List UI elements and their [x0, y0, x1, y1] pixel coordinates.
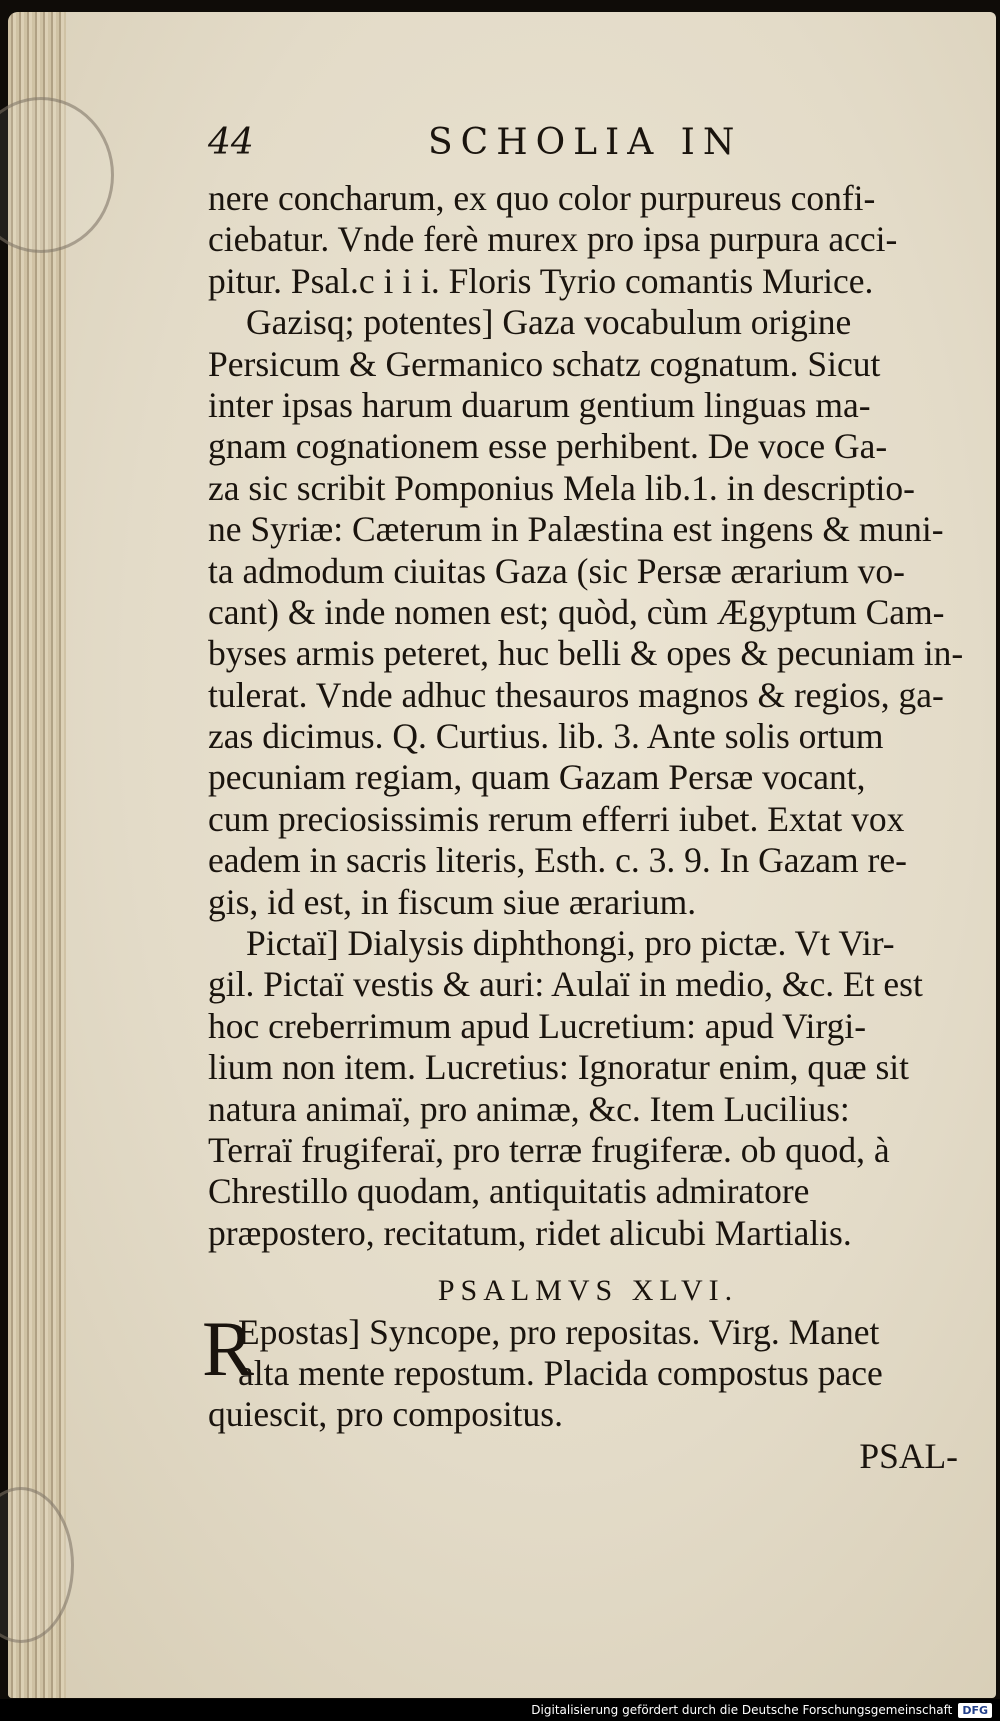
text-line: cant) & inde nomen est; quòd, cùm Ægyptum Cam- [208, 591, 945, 632]
psalm-line: Epostas] Syncope, pro repositas. Virg. Manet [238, 1311, 880, 1352]
text-line: Gazisq; potentes] Gaza vocabulum origine [246, 302, 852, 343]
text-line: gil. Pictaï vestis & auri: Aulaï in medio, &c. Et est [208, 964, 923, 1005]
clasp-top [0, 97, 114, 253]
text-line: nere concharum, ex quo color purpureus confi- [208, 178, 876, 218]
digitization-footer [0, 1699, 1000, 1721]
page-edges [8, 12, 66, 1698]
psalm-line: quiescit, pro compositus. [208, 1394, 563, 1435]
text-line: pitur. Psal.c i i i. Floris Tyrio comantis Murice. [208, 260, 874, 301]
catchword: PSAL- [859, 1435, 958, 1476]
text-line: byses armis peteret, huc belli & opes & pecuniam in- [208, 633, 964, 674]
text-line: inter ipsas harum duarum gentium linguas ma- [208, 384, 871, 425]
text-line: cum preciosissimis rerum efferri iubet. Extat vox [208, 798, 905, 839]
text-line: za sic scribit Pomponius Mela lib.1. in descriptio- [208, 467, 915, 508]
text-line: præpostero, recitatum, ridet alicubi Martialis. [208, 1212, 852, 1253]
psalm-line: alta mente repostum. Placida compostus pace [238, 1352, 883, 1393]
text-line: tulerat. Vnde adhuc thesauros magnos & regios, ga- [208, 674, 944, 715]
text-column [202, 122, 968, 1477]
section-heading: PSALMVS XLVI. [437, 1274, 739, 1308]
text-line: gnam cognationem esse perhibent. De voce Ga- [208, 426, 888, 467]
text-line: Terraï frugiferaï, pro terræ frugiferæ. ob quod, à [208, 1129, 890, 1170]
text-line: pecuniam regiam, quam Gazam Persæ vocant, [208, 757, 866, 798]
book-page [8, 12, 996, 1698]
footer-credit: Digitalisierung gefördert durch die Deutsche Forschungsgemeinschaft [531, 1703, 953, 1717]
text-line: natura animaï, pro animæ, &c. Item Lucilius: [208, 1088, 850, 1129]
text-line: hoc creberrimum apud Lucretium: apud Virgi- [208, 1005, 867, 1046]
dfg-logo: DFG [958, 1703, 992, 1718]
text-line: eadem in sacris literis, Esth. c. 3. 9. In Gazam re- [208, 840, 907, 881]
text-line: Pictaï] Dialysis diphthongi, pro pictæ. Vt Vir- [246, 923, 895, 964]
psalm-entry [202, 1304, 968, 1478]
text-line: zas dicimus. Q. Curtius. lib. 3. Ante solis ortum [208, 716, 884, 757]
text-line: lium non item. Lucretius: Ignoratur enim, quæ sit [208, 1047, 910, 1088]
running-head: SCHOLIA IN [428, 122, 743, 163]
text-line: ne Syriæ: Cæterum in Palæstina est ingens & muni- [208, 509, 944, 550]
folio-number: 44 [208, 122, 254, 163]
text-line: Chrestillo quodam, antiquitatis admiratore [208, 1171, 810, 1212]
text-line: ciebatur. Vnde ferè murex pro ipsa purpura acci- [208, 219, 898, 260]
drop-cap: R [202, 1304, 255, 1392]
commentary-body [208, 178, 968, 1254]
text-line: Persicum & Germanico schatz cognatum. Sicut [208, 343, 881, 384]
page-header [208, 122, 968, 178]
text-line: gis, id est, in fiscum siue ærarium. [208, 881, 697, 922]
text-line: ta admodum ciuitas Gaza (sic Persæ ærarium vo- [208, 550, 905, 591]
